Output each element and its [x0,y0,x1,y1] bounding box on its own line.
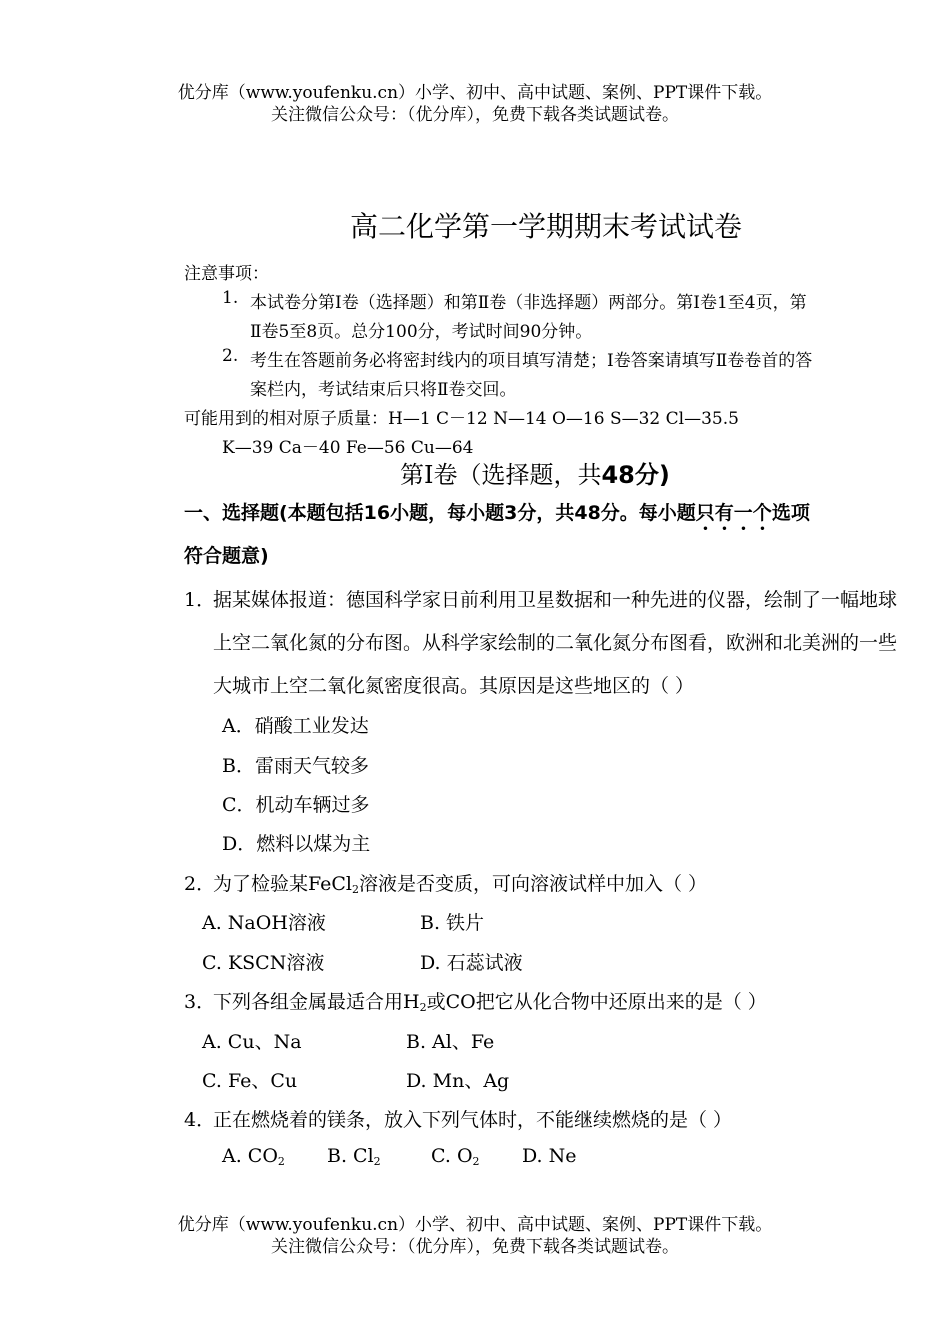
q1-number: 1． [184,589,216,611]
q2-text-a: 为了检验某FeCl [213,873,353,895]
q2-option-c: C. KSCN溶液 [202,952,325,974]
part-heading-emphasis: 只有一个 [695,502,772,524]
q2-number: 2． [184,873,216,895]
q3-option-a: A. Cu、Na [202,1031,302,1053]
q3-text-b: 或CO把它从化合物中还原出来的是（ ） [426,991,767,1013]
q4-option-c-sub: 2 [472,1155,480,1168]
part-heading-line1 [184,498,810,535]
footer-line-2: 关注微信公众号：（优分库），免费下载各类试题试卷。 [271,1237,679,1257]
notice-heading: 注意事项： [184,264,269,284]
atomic-mass-line2: K—39 Ca－40 Fe—56 Cu—64 [222,438,474,458]
q3-option-b: B. Al、Fe [406,1031,495,1053]
part-heading-line2: 符合题意) [184,545,269,567]
q4-option-b-text: B. Cl [327,1145,374,1167]
q3-text [213,987,767,1014]
q3-number: 3． [184,991,216,1013]
q4-number: 4． [184,1109,216,1131]
q4-option-a [222,1145,285,1168]
notice-item1-line2: Ⅱ卷5至8页。总分100分，考试时间90分钟。 [250,322,593,342]
notice-item2-number: 2. [222,346,239,366]
q4-option-d: D. Ne [522,1145,577,1167]
q4-option-c-text: C. O [431,1145,473,1167]
q2-text [213,869,707,896]
notice-item1-line1: 本试卷分第Ⅰ卷（选择题）和第Ⅱ卷（非选择题）两部分。第Ⅰ卷1至4页，第 [250,293,807,313]
header-line-1: 优分库（www.youfenku.cn）小学、初中、高中试题、案例、PPT课件下载。 [177,83,773,103]
page-title: 高二化学第一学期期末考试试卷 [350,210,743,243]
q1-line3: 大城市上空二氧化氮密度很高。其原因是这些地区的（ ） [213,675,695,697]
q4-option-b [327,1145,381,1168]
q1-line2: 上空二氧化氮的分布图。从科学家绘制的二氧化氮分布图看，欧洲和北美洲的一些 [213,632,898,654]
q4-option-a-sub: 2 [277,1155,285,1168]
q2-option-a: A. NaOH溶液 [202,912,326,934]
footer-line-1: 优分库（www.youfenku.cn）小学、初中、高中试题、案例、PPT课件下载。 [177,1215,773,1235]
section-title [400,455,670,490]
notice-item1-number: 1. [222,288,239,308]
q4-text: 正在燃烧着的镁条，放入下列气体时，不能继续燃烧的是（ ） [213,1109,733,1131]
atomic-mass-line1: 可能用到的相对原子质量：H—1 C－12 N—14 O—16 S—32 Cl—35.5 [184,409,739,429]
q4-option-b-sub: 2 [373,1155,381,1168]
q3-option-d: D. Mn、Ag [406,1070,510,1092]
section-title-score: 48分) [601,461,670,489]
q3-option-c: C. Fe、Cu [202,1070,298,1092]
q1-option-b: B．雷雨天气较多 [222,755,369,777]
notice-item2-line1: 考生在答题前务必将密封线内的项目填写清楚；Ⅰ卷答案请填写Ⅱ卷卷首的答 [250,351,813,371]
q2-option-b: B. 铁片 [420,912,485,934]
q2-text-b: 溶液是否变质，可向溶液试样中加入（ ） [359,873,708,895]
header-line-2: 关注微信公众号：（优分库），免费下载各类试题试卷。 [271,105,679,125]
q1-option-a: A．硝酸工业发达 [222,715,369,737]
section-title-prefix: 第Ⅰ卷（选择题，共 [400,461,602,489]
q3-subscript: 2 [419,1001,427,1014]
q1-option-d: D．燃料以煤为主 [222,833,371,855]
notice-item2-line2: 案栏内，考试结束后只将Ⅱ卷交回。 [250,380,517,400]
q2-option-d: D. 石蕊试液 [420,952,523,974]
q2-subscript: 2 [352,883,360,896]
q1-line1: 据某媒体报道：德国科学家日前利用卫星数据和一种先进的仪器，绘制了一幅地球 [213,589,898,611]
part-heading-text-a: 一、选择题(本题包括16小题，每小题3分，共48分。每小题 [184,502,696,524]
part-heading-text-b: 选项 [771,502,810,524]
q3-text-a: 下列各组金属最适合用H [213,991,420,1013]
q4-option-c [431,1145,480,1168]
q4-option-a-text: A. CO [222,1145,278,1167]
q1-option-c: C．机动车辆过多 [222,794,370,816]
